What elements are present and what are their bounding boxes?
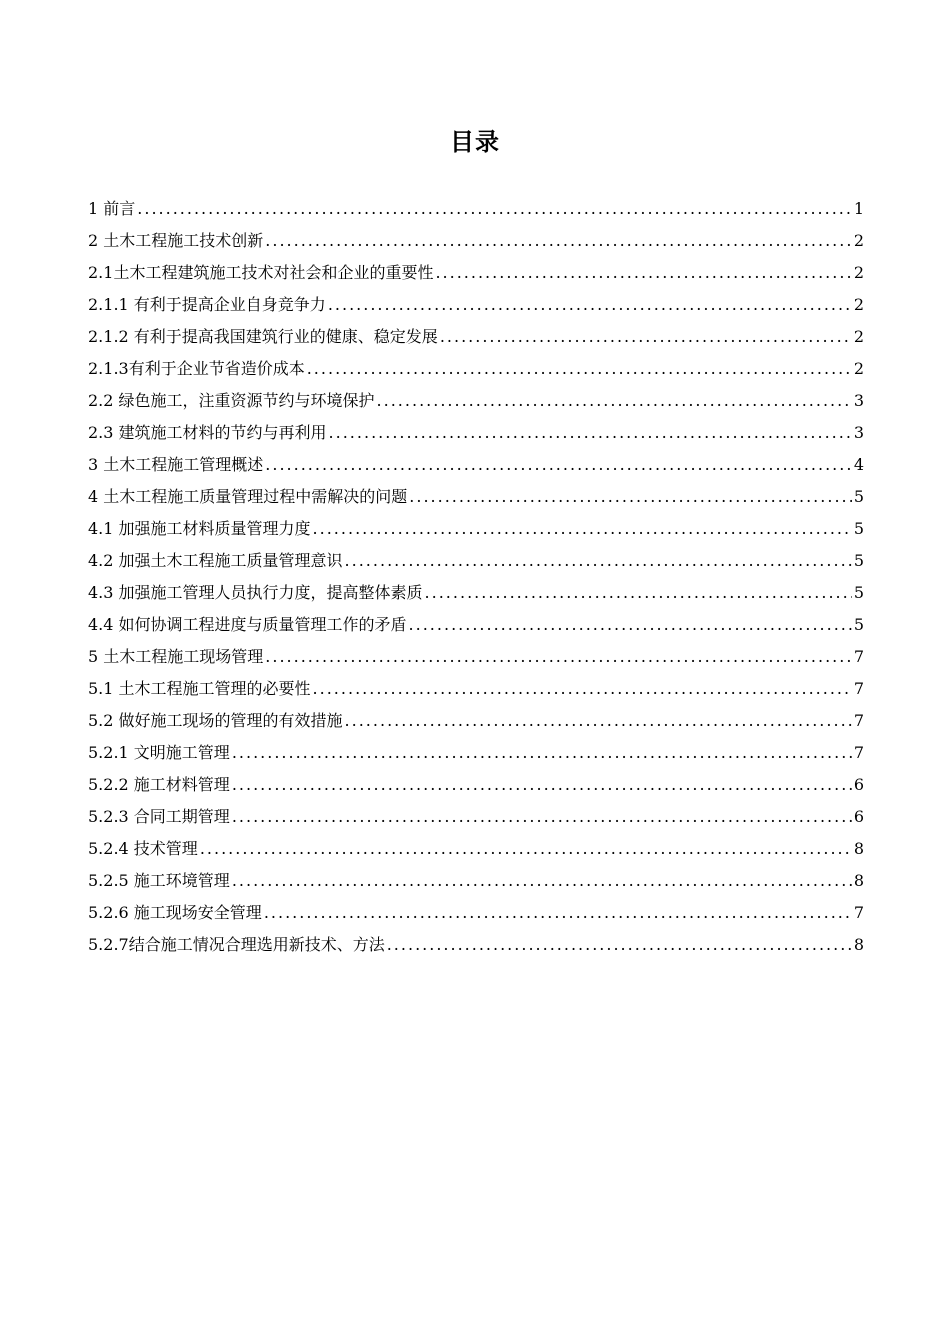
toc-entry-page-number: 5 — [853, 519, 864, 538]
toc-entry-page-number: 5 — [853, 487, 864, 506]
toc-entry[interactable] — [88, 577, 864, 609]
toc-entry-label: 5.2.7结合施工情况合理选用新技术、方法 — [88, 935, 385, 954]
toc-entry-label: 4.4 如何协调工程进度与质量管理工作的矛盾 — [88, 615, 407, 634]
toc-dot-leader — [200, 833, 852, 865]
toc-dot-leader — [409, 481, 852, 513]
toc-entry[interactable] — [88, 417, 864, 449]
toc-dot-leader — [265, 225, 852, 257]
toc-entry[interactable] — [88, 609, 864, 641]
toc-dot-leader — [313, 673, 852, 705]
toc-entry-label: 5.2.4 技术管理 — [88, 839, 198, 858]
toc-entry-label: 2.1.3有利于企业节省造价成本 — [88, 359, 305, 378]
toc-entry-label: 5 土木工程施工现场管理 — [88, 647, 264, 666]
toc-entry-page-number: 1 — [853, 199, 864, 218]
toc-entry[interactable] — [88, 257, 864, 289]
toc-entry-page-number: 7 — [853, 679, 864, 698]
toc-entry-page-number: 7 — [853, 903, 864, 922]
toc-entry[interactable] — [88, 545, 864, 577]
toc-entry[interactable] — [88, 737, 864, 769]
toc-dot-leader — [387, 929, 852, 961]
toc-entry-label: 2.1土木工程建筑施工技术对社会和企业的重要性 — [88, 263, 434, 282]
toc-entry[interactable] — [88, 289, 864, 321]
toc-entry[interactable] — [88, 225, 864, 257]
toc-entry[interactable] — [88, 705, 864, 737]
toc-title: 目录 — [450, 128, 500, 156]
toc-entry[interactable] — [88, 641, 864, 673]
toc-entry-page-number: 2 — [853, 231, 864, 250]
toc-entry-label: 4.3 加强施工管理人员执行力度，提高整体素质 — [88, 583, 423, 602]
toc-entry-page-number: 2 — [853, 327, 864, 346]
toc-entry-label: 5.2.2 施工材料管理 — [88, 775, 230, 794]
toc-dot-leader — [345, 705, 852, 737]
toc-entry[interactable] — [88, 929, 864, 961]
toc-entry-label: 4.1 加强施工材料质量管理力度 — [88, 519, 311, 538]
toc-entry-label: 5.2 做好施工现场的管理的有效措施 — [88, 711, 343, 730]
toc-entry-label: 5.2.6 施工现场安全管理 — [88, 903, 262, 922]
toc-entry-label: 2 土木工程施工技术创新 — [88, 231, 264, 250]
toc-dot-leader — [345, 545, 852, 577]
toc-entry-label: 5.2.5 施工环境管理 — [88, 871, 230, 890]
toc-entry-page-number: 2 — [853, 263, 864, 282]
toc-entry-page-number: 4 — [853, 455, 864, 474]
toc-dot-leader — [232, 737, 852, 769]
toc-entry-page-number: 2 — [853, 359, 864, 378]
toc-entry-page-number: 7 — [853, 743, 864, 762]
toc-dot-leader — [264, 897, 852, 929]
toc-dot-leader — [313, 513, 852, 545]
toc-dot-leader — [232, 769, 852, 801]
toc-entry-page-number: 8 — [853, 839, 864, 858]
toc-entry[interactable] — [88, 449, 864, 481]
toc-dot-leader — [328, 289, 852, 321]
toc-entry-page-number: 5 — [853, 551, 864, 570]
toc-entry-page-number: 6 — [853, 775, 864, 794]
toc-entry-label: 2.1.1 有利于提高企业自身竞争力 — [88, 295, 326, 314]
toc-dot-leader — [137, 193, 852, 225]
toc-dot-leader — [232, 865, 852, 897]
toc-entry-page-number: 5 — [853, 583, 864, 602]
toc-entry-label: 1 前言 — [88, 199, 136, 218]
toc-entry-page-number: 7 — [853, 647, 864, 666]
toc-entry-page-number: 3 — [853, 391, 864, 410]
toc-entry-page-number: 5 — [853, 615, 864, 634]
toc-dot-leader — [435, 257, 851, 289]
toc-entry-label: 2.3 建筑施工材料的节约与再利用 — [88, 423, 327, 442]
toc-entry[interactable] — [88, 353, 864, 385]
toc-entry[interactable] — [88, 833, 864, 865]
toc-entry-page-number: 8 — [853, 935, 864, 954]
toc-entry-label: 2.1.2 有利于提高我国建筑行业的健康、稳定发展 — [88, 327, 438, 346]
toc-dot-leader — [329, 417, 852, 449]
toc-entry[interactable] — [88, 193, 864, 225]
toc-entry[interactable] — [88, 321, 864, 353]
toc-entry-page-number: 2 — [853, 295, 864, 314]
toc-entry[interactable] — [88, 385, 864, 417]
toc-dot-leader — [265, 449, 852, 481]
toc-entry-page-number: 3 — [853, 423, 864, 442]
toc-list — [88, 193, 864, 961]
toc-entry[interactable] — [88, 673, 864, 705]
toc-entry[interactable] — [88, 801, 864, 833]
toc-entry[interactable] — [88, 513, 864, 545]
toc-dot-leader — [307, 353, 852, 385]
toc-dot-leader — [409, 609, 852, 641]
toc-entry[interactable] — [88, 769, 864, 801]
toc-entry-page-number: 7 — [853, 711, 864, 730]
toc-dot-leader — [265, 641, 852, 673]
toc-entry-page-number: 6 — [853, 807, 864, 826]
toc-entry[interactable] — [88, 865, 864, 897]
toc-entry[interactable] — [88, 897, 864, 929]
toc-dot-leader — [440, 321, 852, 353]
toc-entry-label: 3 土木工程施工管理概述 — [88, 455, 264, 474]
toc-entry-label: 4.2 加强土木工程施工质量管理意识 — [88, 551, 343, 570]
toc-dot-leader — [377, 385, 852, 417]
toc-entry-label: 2.2 绿色施工，注重资源节约与环境保护 — [88, 391, 375, 410]
toc-entry-label: 5.1 土木工程施工管理的必要性 — [88, 679, 311, 698]
toc-entry-label: 5.2.1 文明施工管理 — [88, 743, 230, 762]
toc-entry-label: 5.2.3 合同工期管理 — [88, 807, 230, 826]
toc-entry-label: 4 土木工程施工质量管理过程中需解决的问题 — [88, 487, 408, 506]
toc-dot-leader — [425, 577, 852, 609]
toc-entry[interactable] — [88, 481, 864, 513]
toc-entry-page-number: 8 — [853, 871, 864, 890]
toc-dot-leader — [232, 801, 852, 833]
